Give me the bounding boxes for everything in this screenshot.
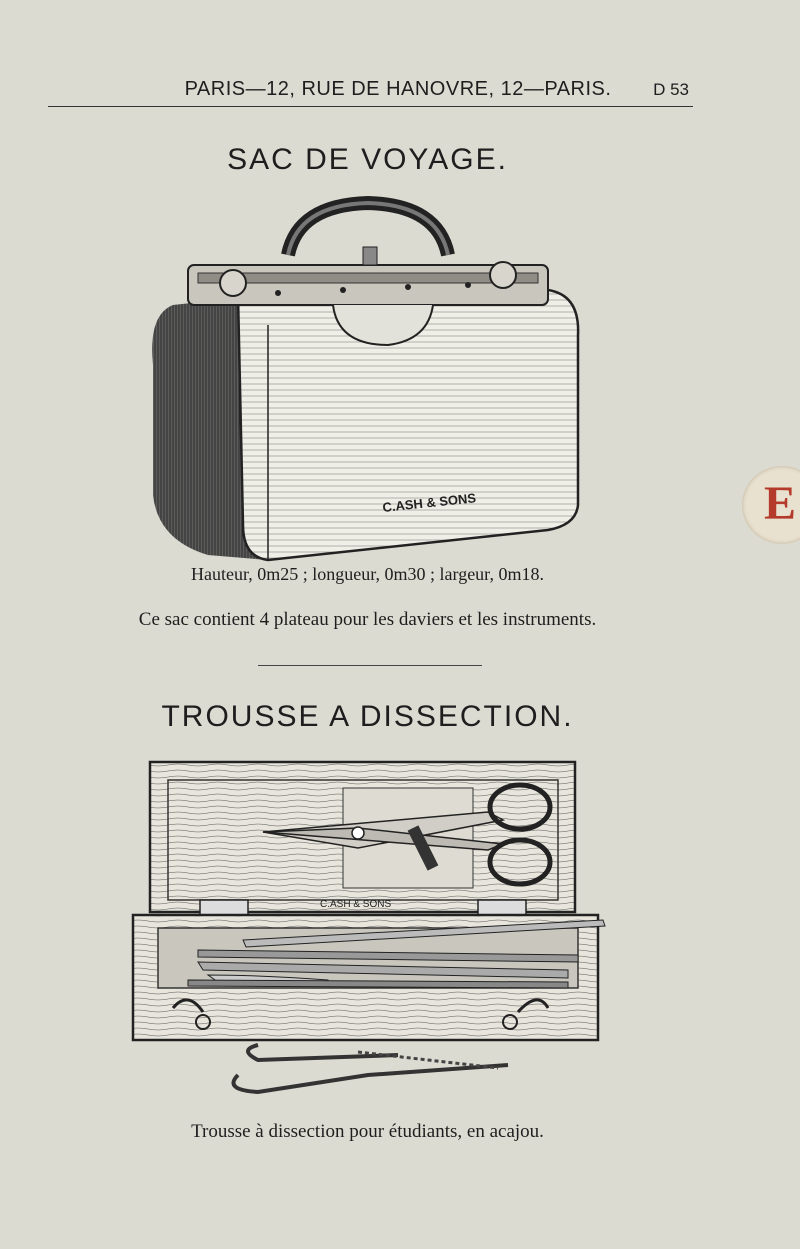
stamp-letter: E	[764, 477, 797, 530]
travel-bag-illustration	[148, 195, 588, 565]
bag-dimensions: Hauteur, 0m25 ; longueur, 0m30 ; largeur, 0m18.	[191, 564, 544, 584]
page-number: D 53	[653, 80, 689, 99]
kit-maker-label: C.ASH & SONS	[320, 899, 392, 910]
dissection-kit-title: TROUSSE A DISSECTION.	[161, 700, 574, 733]
library-stamp	[742, 466, 800, 544]
dissection-kit-illustration	[128, 750, 618, 1100]
divider-rule	[258, 665, 482, 666]
bag-description: Ce sac contient 4 plateau pour les daviers et les instruments.	[138, 609, 597, 630]
travel-bag-title: SAC DE VOYAGE.	[227, 143, 508, 176]
running-head	[48, 78, 693, 107]
bag-maker-label: C.ASH & SONS	[381, 490, 477, 515]
header-title: PARIS—12, RUE DE HANOVRE, 12—PARIS.	[184, 78, 612, 100]
kit-caption: Trousse à dissection pour étudiants, en acajou.	[191, 1121, 544, 1142]
